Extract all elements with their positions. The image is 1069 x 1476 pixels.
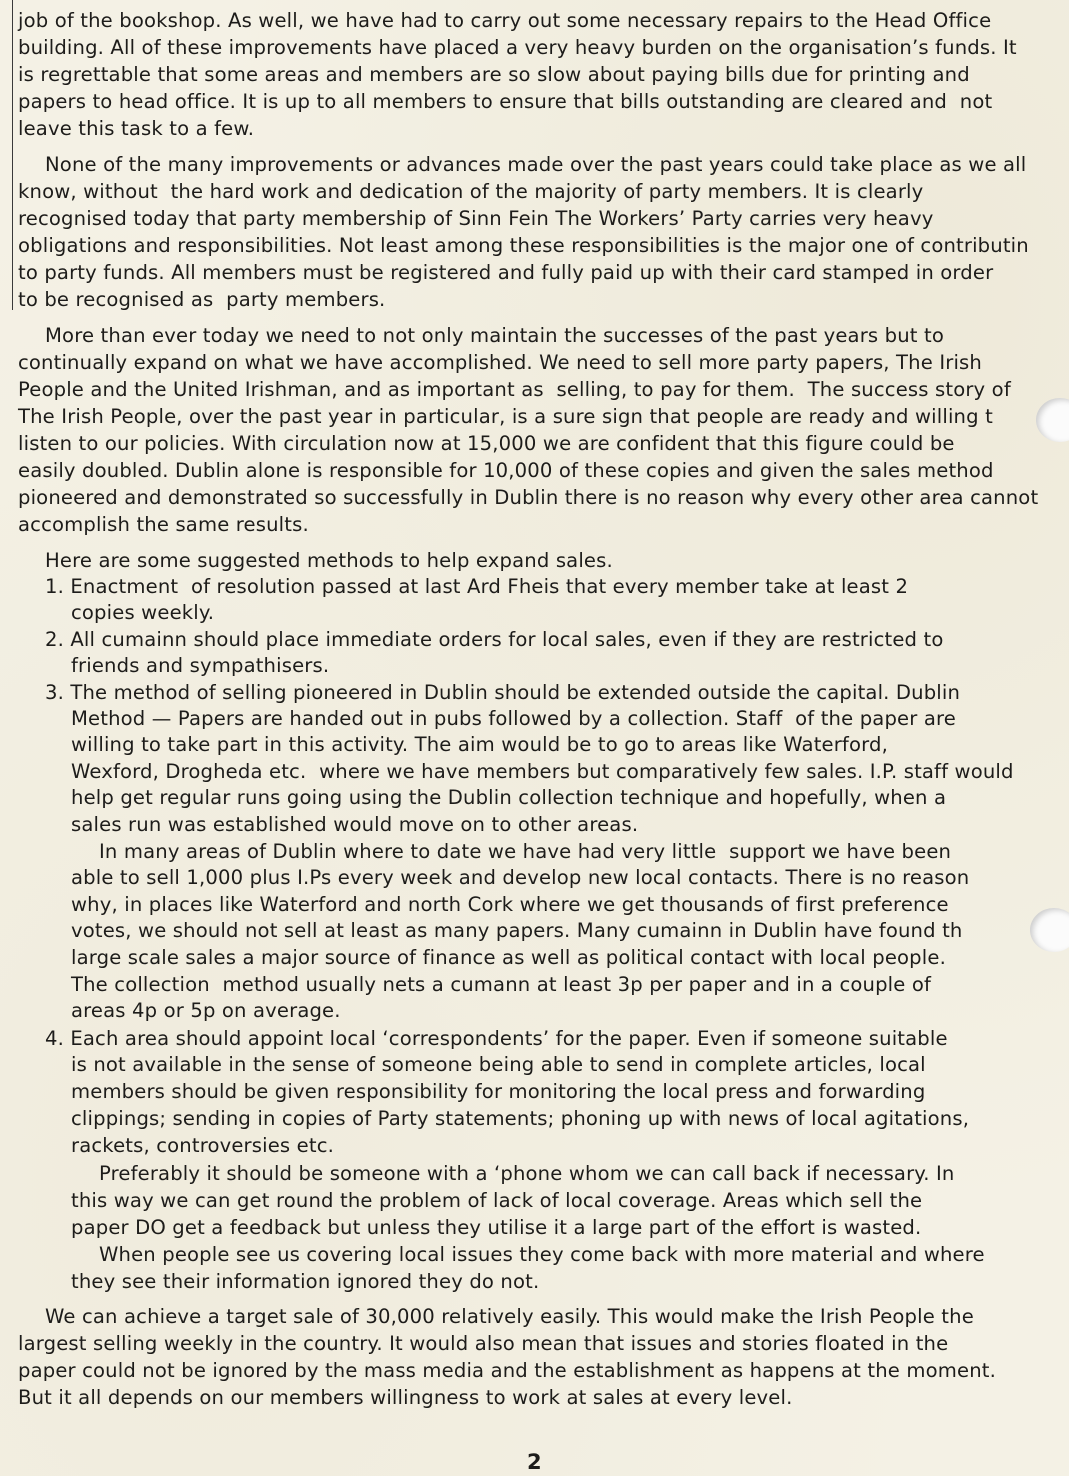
text-line: pioneered and demonstrated so successfully in Dublin there is no reason why every other area cannot [18,486,1039,509]
text-line: easily doubled. Dublin alone is responsible for 10,000 of these copies and given the sales method [18,459,994,482]
text-line: paper could not be ignored by the mass media and the establishment as happens at the moment. [18,1359,996,1382]
punch-hole [1036,398,1069,442]
text-line: areas 4p or 5p on average. [71,999,341,1022]
text-line: large scale sales a major source of finance as well as political contact with local people. [71,946,946,969]
text-line: is regrettable that some areas and members are so slow about paying bills due for printing and [18,63,970,86]
text-line: paper DO get a feedback but unless they utilise it a large part of the effort is wasted. [71,1216,922,1239]
text-line: able to sell 1,000 plus I.Ps every week and develop new local contacts. There is no reason [71,866,970,889]
text-line: they see their information ignored they do not. [71,1270,540,1293]
text-line: this way we can get round the problem of lack of local coverage. Areas which sell the [71,1189,923,1212]
text-line: recognised today that party membership of Sinn Fein The Workers’ Party carries very heavy [18,207,934,230]
list-item: 2. All cumainn should place immediate orders for local sales, even if they are restricted to [45,628,944,651]
text-line: members should be given responsibility for monitoring the local press and forwarding [71,1080,926,1103]
text-line: to party funds. All members must be registered and fully paid up with their card stamped in order [18,261,994,284]
text-line: continually expand on what we have accomplished. We need to sell more party papers, The Irish [18,351,982,374]
text-line: But it all depends on our members willingness to work at sales at every level. [18,1386,793,1409]
text-line: In many areas of Dublin where to date we have had very little support we have been [99,840,952,863]
text-line: leave this task to a few. [18,117,255,140]
text-line: When people see us covering local issues they come back with more material and where [99,1243,985,1266]
text-line: job of the bookshop. As well, we have had to carry out some necessary repairs to the Head Office [18,9,992,32]
text-line: building. All of these improvements have placed a very heavy burden on the organisation’s funds. It [18,36,1017,59]
text-line: know, without the hard work and dedication of the majority of party members. It is clearly [18,180,924,203]
margin-rule [12,0,13,310]
text-line: Here are some suggested methods to help expand sales. [45,549,613,572]
text-line: help get regular runs going using the Dublin collection technique and hopefully, when a [71,786,947,809]
text-line: votes, we should not sell at least as many papers. Many cumainn in Dublin have found th [71,919,963,942]
text-line: clippings; sending in copies of Party statements; phoning up with news of local agitations, [71,1107,970,1130]
text-line: largest selling weekly in the country. It would also mean that issues and stories floated in the [18,1332,949,1355]
text-line: to be recognised as party members. [18,288,386,311]
text-line: rackets, controversies etc. [71,1134,334,1157]
text-line: friends and sympathisers. [71,654,330,677]
text-line: obligations and responsibilities. Not least among these responsibilities is the major one of contributin [18,234,1029,257]
text-line: Preferably it should be someone with a ‘phone whom we can call back if necessary. In [99,1162,955,1185]
page-number: 2 [527,1450,542,1474]
list-item: 4. Each area should appoint local ‘correspondents’ for the paper. Even if someone suitable [45,1027,948,1050]
text-line: willing to take part in this activity. The aim would be to go to areas like Waterford, [71,733,888,756]
text-line: accomplish the same results. [18,513,309,536]
list-item: 3. The method of selling pioneered in Dublin should be extended outside the capital. Dublin [45,681,961,704]
text-line: is not available in the sense of someone being able to send in complete articles, local [71,1053,926,1076]
list-item: 1. Enactment of resolution passed at last Ard Fheis that every member take at least 2 [45,575,909,598]
text-line: We can achieve a target sale of 30,000 relatively easily. This would make the Irish People the [45,1305,974,1328]
text-line: The collection method usually nets a cumann at least 3p per paper and in a couple of [71,973,932,996]
text-line: papers to head office. It is up to all members to ensure that bills outstanding are cleared and not [18,90,993,113]
text-line: why, in places like Waterford and north Cork where we get thousands of first preference [71,893,949,916]
text-line: copies weekly. [71,601,215,624]
punch-hole [1030,908,1069,952]
text-line: Wexford, Drogheda etc. where we have members but comparatively few sales. I.P. staff would [71,760,1014,783]
text-line: None of the many improvements or advances made over the past years could take place as we all [45,153,1027,176]
text-line: The Irish People, over the past year in particular, is a sure sign that people are ready and willing t [18,405,993,428]
text-line: People and the United Irishman, and as important as selling, to pay for them. The success story of [18,378,1011,401]
text-line: More than ever today we need to not only maintain the successes of the past years but to [45,324,944,347]
text-line: sales run was established would move on to other areas. [71,813,639,836]
text-line: listen to our policies. With circulation now at 15,000 we are confident that this figure could be [18,432,955,455]
text-line: Method — Papers are handed out in pubs followed by a collection. Staff of the paper are [71,707,956,730]
